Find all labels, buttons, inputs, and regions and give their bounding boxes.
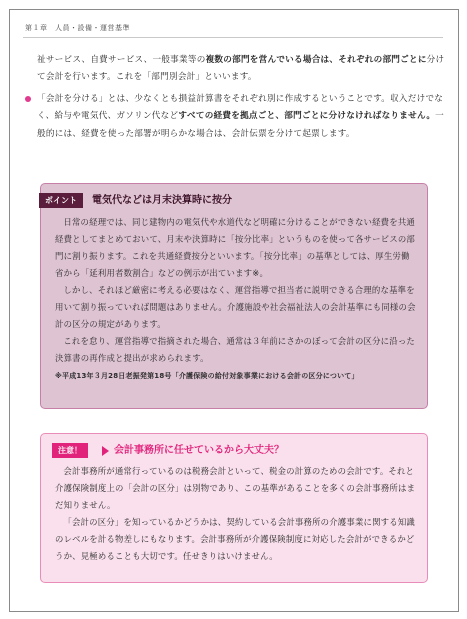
intro-p1-text-1: 祉サービス、自費サービス、一般事業等の: [37, 55, 206, 65]
point-paragraph-1: 日常の経理では、同じ建物内の電気代や水道代など明確に分けることができない経費を共通経費としてまとめておいて、月末や決算時に「按分比率」というものを使って各サービスの部門に割り振ります。これを共通経費按分といいます。「按分比率」の基準としては、厚生労働省から「延利用者数割合」などの例示が出ています※。: [55, 217, 415, 278]
caution-paragraph-2: 「会計の区分」を知っているかどうかは、契約している会計事務所の介護事業に関する知識のレベルを計る物差しにもなります。会計事務所が介護保険制度に対応した会計ができるかどうか、見極めることも大切です。任せきりはいけません。: [55, 517, 415, 561]
intro-p2-bold: すべての経費を拠点ごと、部門ごとに分けなければなりません。: [178, 111, 436, 122]
point-footnote: ※平成13年３月28日老振発第18号「介護保険の給付対象事業における会計の区分について」: [55, 372, 359, 380]
header-rule: [23, 37, 443, 38]
intro-p1-bold: 複数の部門を営んでいる場合は、それぞれの部門ごとに: [205, 55, 427, 65]
point-box: [40, 183, 428, 409]
intro-p2-text-2: 一般的には、経費を使った部署が明らかな場合は、会計伝票を分けて起票します。: [37, 111, 445, 139]
arrow-right-icon: [102, 446, 109, 456]
intro-p1-text-2: 分けて会計を行います。これを「部門別会計」といいます。: [37, 55, 445, 83]
point-body: [55, 214, 417, 383]
caution-box: [40, 433, 428, 583]
caution-title: 会計事務所に任せているから大丈夫？: [114, 445, 284, 456]
point-paragraph-2: しかし、それほど厳密に考える必要はなく、運営指導で担当者に説明できる合理的な基準を用いて割り振っていれば問題はありません。介護施設や社会福祉法人の会計基準にも同様の会計の区分の規定があります。: [55, 285, 416, 329]
bullet-icon: [25, 96, 31, 102]
caution-tag: 注意！: [52, 443, 88, 458]
running-head: 第１章 人員・設備・運営基準: [25, 24, 130, 32]
caution-paragraph-1: 会計事務所が通常行っているのは税務会計といって、税金の計算のための会計です。それと介護保険制度上の「会計の区分」は別物であり、この基準があることを多くの会計事務所はまだ知りません。: [55, 466, 416, 510]
point-title: 電気代などは月末決算時に按分: [92, 195, 232, 206]
intro-p2-text-1: 「会計を分ける」とは、少なくとも損益計算書をそれぞれ別に作成するということです。収入だけでなく、給与や電気代、ガソリン代など: [37, 94, 444, 122]
intro-paragraph-1: [37, 52, 447, 87]
point-tag: ポイント: [39, 193, 83, 208]
point-paragraph-3: これを怠り、運営指導で指摘された場合、通常は３年前にさかのぼって会計の区分に沿った決算書の再作成と提出が求められます。: [55, 336, 415, 363]
intro-paragraph-2: [37, 91, 447, 143]
caution-body: [55, 463, 417, 565]
